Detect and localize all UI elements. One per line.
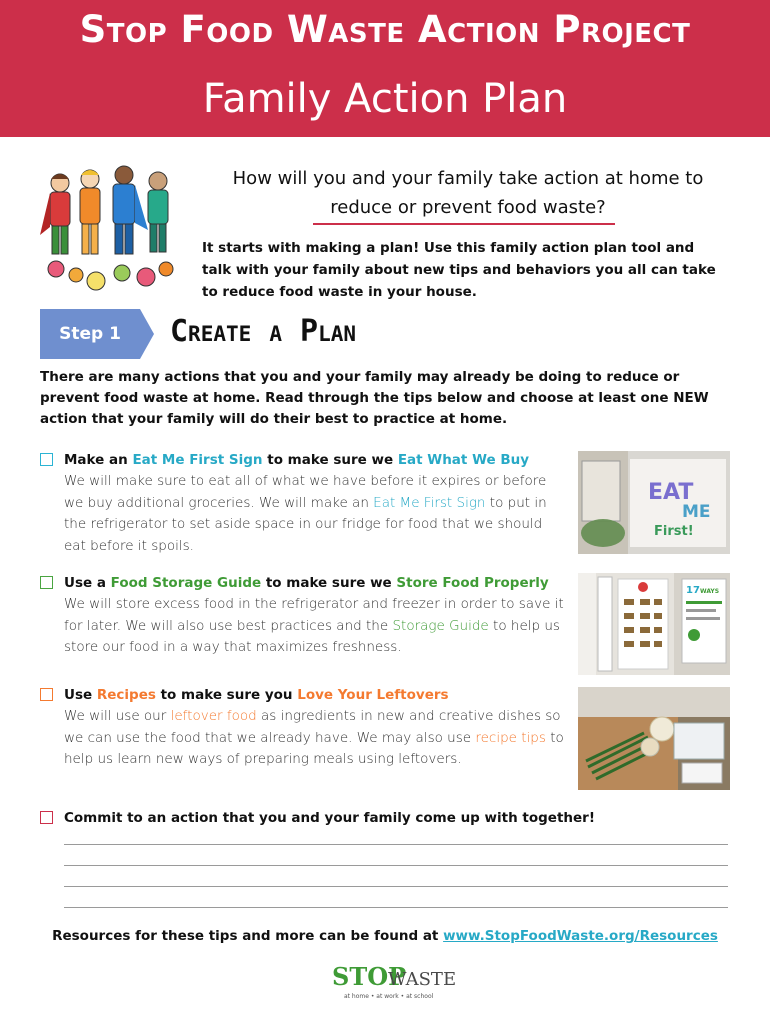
action-item-food-storage: Use a Food Storage Guide to make sure we Store Food Properly We will store excess food in the refrigerator and freezer in order to save it for later. We will also use best practices and the Storage Guide to help us store our food in a way that maximizes freshness. [40, 573, 560, 673]
svg-text:WAYS: WAYS [700, 588, 720, 595]
stopwaste-logo [330, 957, 457, 1002]
svg-text:ME: ME [682, 502, 711, 522]
svg-text:First!: First! [654, 524, 694, 539]
section-title: Create a Plan [170, 314, 357, 349]
header-banner [0, 0, 770, 137]
guiding-question: How will you and your family take action at home to reduce or prevent food waste? [232, 168, 704, 218]
resources-link[interactable]: www.StopFoodWaste.org/Resources [443, 928, 718, 944]
svg-text:at home • at work • at school: at home • at work • at school [344, 993, 434, 1000]
action-item-custom: Commit to an action that you and your family come up with together! [40, 808, 730, 832]
svg-text:WASTE: WASTE [388, 969, 457, 990]
write-line[interactable] [64, 844, 728, 845]
resources-line: Resources for these tips and more can be found at www.StopFoodWaste.org/Resources [52, 928, 718, 944]
page-subtitle: Family Action Plan [202, 76, 568, 122]
svg-text:EAT: EAT [648, 480, 694, 505]
checkbox[interactable] [40, 576, 53, 589]
checkbox[interactable] [40, 688, 53, 701]
storage-guide-photo [578, 573, 730, 675]
superheroes-illustration [38, 165, 178, 300]
svg-text:17: 17 [686, 585, 700, 596]
page-title: Stop Food Waste Action Project [79, 8, 691, 51]
checkbox[interactable] [40, 453, 53, 466]
leftover-vegetables-photo [578, 687, 730, 790]
action-item-recipes: Use Recipes to make sure you Love Your Leftovers We will use our leftover food as ingredients in new and creative dishes so we can use the food that we already have. We may also use recipe tips to help us learn new ways of preparing meals using leftovers. [40, 685, 560, 795]
write-line[interactable] [64, 907, 728, 908]
eat-me-first-sign-photo [578, 451, 730, 554]
action-item-eat-me-first: Make an Eat Me First Sign to make sure we Eat What We Buy We will make sure to eat all of what we have before it expires or before we buy additional groceries. We will make an Eat Me First Sign to put in the refrigerator to set aside space in our fridge for food that we should eat before it spoils. [40, 450, 560, 560]
write-line[interactable] [64, 886, 728, 887]
step-label: Step 1 [59, 324, 121, 344]
write-line[interactable] [64, 865, 728, 866]
intro-paragraph: It starts with making a plan! Use this family action plan tool and talk with your family about new tips and behaviors you all can take to reduce food waste in your house. [202, 240, 716, 300]
svg-text:STOP: STOP [332, 962, 407, 991]
checkbox[interactable] [40, 811, 53, 824]
lead-paragraph: There are many actions that you and your family may already be doing to reduce or prevent food waste at home. Read through the tips below and choose at least one NEW action that your family will do their best to practice at home. [40, 369, 709, 427]
question-underline [313, 223, 615, 225]
